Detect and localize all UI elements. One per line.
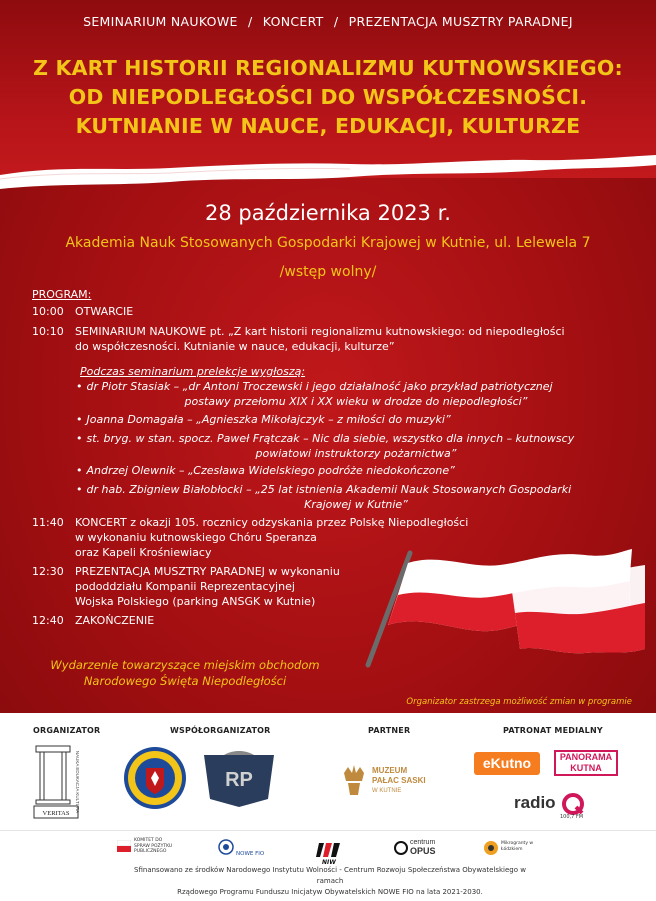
program-text-line: KONCERT z okazji 105. rocznicy odzyskania przez Polskę Niepodległości xyxy=(75,516,469,529)
disclaimer: Organizator zastrzega możliwość zmian w programie xyxy=(406,697,632,707)
lecture-item xyxy=(76,463,636,478)
program-time: 12:40 xyxy=(32,614,64,627)
program-text-line: PREZENTACJA MUSZTRY PARADNEJ w wykonaniu xyxy=(75,565,340,578)
event-venue: Akademia Nauk Stosowanych Gospodarki Krajowej w Kutnie, ul. Lelewela 7 xyxy=(65,235,591,251)
program-text-line: w wykonaniu kutnowskiego Chóru Speranza xyxy=(75,531,317,544)
accompany-line: Narodowego Święta Niepodległości xyxy=(83,674,287,688)
partner-label: PARTNER xyxy=(368,726,411,735)
museum-line: MUZEUM xyxy=(372,766,408,775)
event-concert: KONCERT xyxy=(262,14,324,29)
school-emblem-logo xyxy=(122,740,188,816)
panorama-logo xyxy=(554,750,618,776)
program-time: 10:00 xyxy=(32,305,64,318)
program-text-line: Wojska Polskiego (parking ANSGK w Kutnie) xyxy=(75,595,316,608)
program-text-line: pododdziału Kompanii Reprezentacyjnej xyxy=(75,580,295,593)
polish-flag-icon xyxy=(360,545,650,670)
program-label: PROGRAM: xyxy=(32,288,92,301)
lecture-item xyxy=(76,379,636,409)
komitet-flag-icon xyxy=(117,840,131,852)
funding-line: Rządowego Programu Funduszu Inicjatyw Obywatelskich NOWE FIO na lata 2021-2030. xyxy=(177,888,483,896)
media-label: PATRONAT MEDIALNY xyxy=(503,726,603,735)
komitet-logo: KOMITET DO SPRAW POŻYTKU PUBLICZNEGO xyxy=(134,838,173,854)
headline-line-2: OD NIEPODLEGŁOŚCI DO WSPÓŁCZESNOŚCI. xyxy=(68,85,588,109)
lecture-line: postawy przełomu XIX i XX wieku w drodze do niepodległości” xyxy=(184,395,528,408)
panorama-line: KUTNA xyxy=(570,763,602,773)
funding-note xyxy=(120,865,540,898)
program-text-line: do współczesności. Kutnianie w nauce, edukacji, kulturze” xyxy=(75,340,395,353)
lectures-heading: Podczas seminarium prelekcje wygłoszą: xyxy=(80,365,306,378)
veritas-side-text: NAUKA EDUKACJA KULTURA xyxy=(75,750,80,814)
lecture-line: dr Piotr Stasiak – „dr Antoni Troczewski i jego działalność jako przykład patriotycznej xyxy=(86,380,553,393)
lecture-line: dr hab. Zbigniew Białobłocki – „25 lat istnienia Akademii Nauk Stosowanych Gospodarki xyxy=(86,483,572,496)
headline-line-1: Z KART HISTORII REGIONALIZMU KUTNOWSKIEGO: xyxy=(33,56,623,80)
event-date: 28 października 2023 r. xyxy=(205,201,451,225)
lecture-item xyxy=(76,431,636,461)
program-time: 12:30 xyxy=(32,565,64,578)
radio-frequency: 100,7 FM xyxy=(560,814,584,820)
program-text-line: oraz Kapeli Krośniewiacy xyxy=(75,546,212,559)
radio-logo xyxy=(514,793,556,813)
opus-logo xyxy=(410,839,436,855)
events-line xyxy=(0,14,656,29)
lecture-item xyxy=(76,482,636,512)
bullet-icon: • xyxy=(76,464,83,477)
bullet-icon: • xyxy=(76,380,83,393)
program-text xyxy=(75,324,615,354)
program-text-line: SEMINARIUM NAUKOWE pt. „Z kart historii regionalizmu kutnowskiego: od niepodległości xyxy=(75,325,565,338)
accompany-note xyxy=(30,657,340,689)
nowe-fio-icon xyxy=(218,839,234,855)
white-stripe xyxy=(0,155,656,191)
nowe-fio-logo: NOWE FIO xyxy=(236,851,265,857)
bullet-icon: • xyxy=(76,483,83,496)
panorama-line: PANORAMA xyxy=(559,752,613,762)
organizer-label: ORGANIZATOR xyxy=(33,726,101,735)
event-entry: /wstęp wolny/ xyxy=(279,264,377,280)
event-drill: PREZENTACJA MUSZTRY PARADNEJ xyxy=(348,14,573,29)
event-separator: / xyxy=(333,14,339,29)
ekutno-logo: eKutno xyxy=(474,752,540,775)
radio-text: radio xyxy=(514,793,556,812)
program-text: OTWARCIE xyxy=(75,305,134,318)
accompany-line: Wydarzenie towarzyszące miejskim obchodom xyxy=(50,658,320,672)
museum-line: W KUTNIE xyxy=(372,788,402,794)
lecture-line: Joanna Domagała – „Agnieszka Mikołajczyk – z miłości do muzyki” xyxy=(86,413,451,426)
museum-crown-icon xyxy=(342,763,366,797)
program-time: 11:40 xyxy=(32,516,64,529)
veritas-logo xyxy=(30,742,90,820)
funding-line: Sfinansowano ze środków Narodowego Instytutu Wolności - Centrum Rozwoju Społeczeństwa Obywatelskiego w ramach xyxy=(134,866,526,885)
opus-line: OPUS xyxy=(410,846,436,856)
museum-logo xyxy=(372,766,426,796)
program-text: ZAKOŃCZENIE xyxy=(75,614,155,627)
rp-text: RP xyxy=(225,769,253,791)
headline xyxy=(10,54,646,141)
event-seminar: SEMINARIUM NAUKOWE xyxy=(83,14,238,29)
lecture-line: powiatowi instruktorzy pożarnictwa” xyxy=(255,447,457,460)
lecture-line: Andrzej Olewnik – „Czesława Widelskiego podróże niedokończone” xyxy=(86,464,455,477)
divider xyxy=(0,830,656,831)
program xyxy=(32,287,632,627)
opus-icon xyxy=(394,841,408,855)
mikrogranty-icon xyxy=(483,840,499,856)
niw-icon xyxy=(316,841,346,859)
opus-line: centrum xyxy=(410,839,436,846)
rp-logo xyxy=(198,749,280,811)
veritas-text: VERITAS xyxy=(42,810,70,817)
bullet-icon: • xyxy=(76,432,83,445)
headline-line-3: KUTNIANIE W NAUCE, EDUKACJI, KULTURZE xyxy=(75,114,581,138)
museum-line: PAŁAC SASKI xyxy=(372,776,426,785)
niw-logo: NIW xyxy=(322,859,336,866)
partners-section xyxy=(0,713,656,901)
mikrogranty-logo: Mikrogranty w Łódzkiem xyxy=(501,841,534,852)
bullet-icon: • xyxy=(76,413,83,426)
co-organizer-label: WSPÓŁORGANIZATOR xyxy=(170,726,271,735)
lecture-line: Krajowej w Kutnie” xyxy=(304,498,408,511)
radio-q-icon xyxy=(562,793,584,815)
lecture-item xyxy=(76,412,636,427)
event-separator: / xyxy=(247,14,253,29)
lecture-line: st. bryg. w stan. spocz. Paweł Frątczak – Nic dla siebie, wszystko dla innych – kutnowscy xyxy=(86,432,575,445)
program-time: 10:10 xyxy=(32,325,64,338)
